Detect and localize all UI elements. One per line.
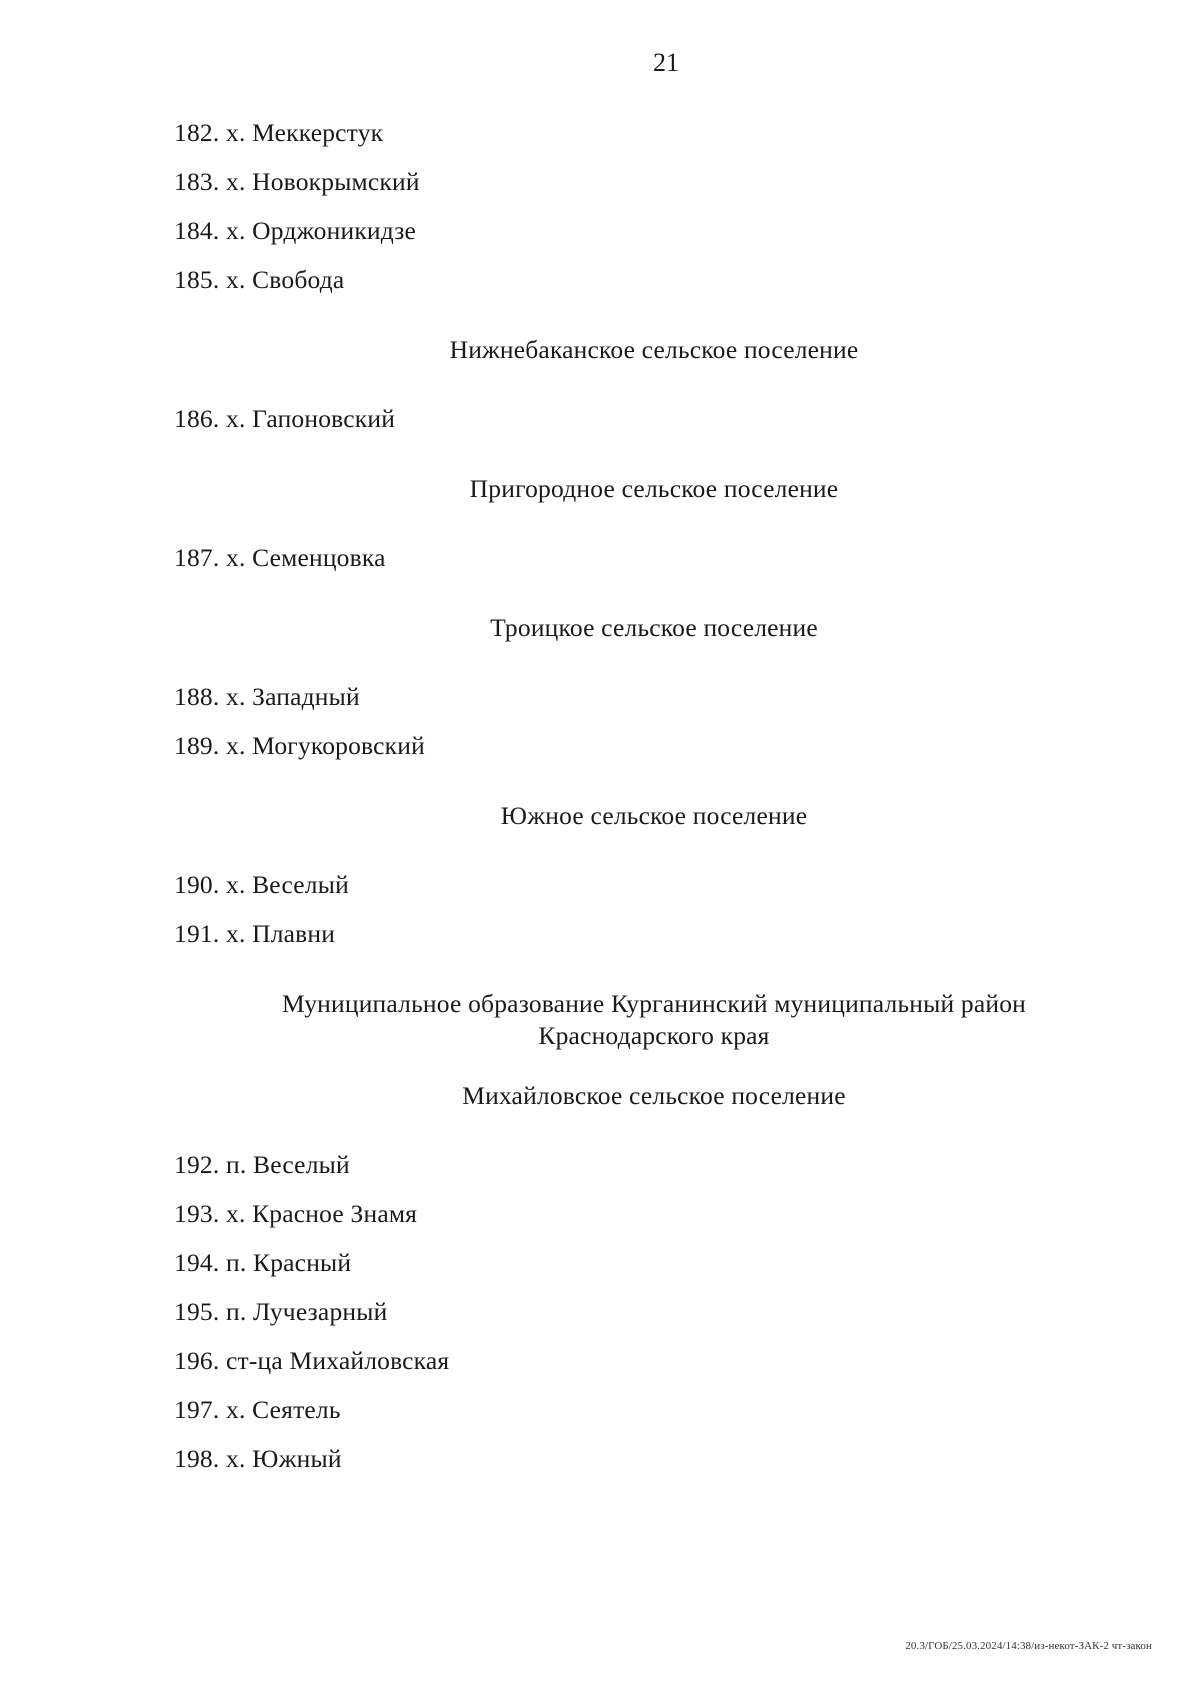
section-heading-line: Пригородное сельское поселение [469, 474, 839, 503]
section-heading [0, 1080, 1200, 1112]
list-item: 183. х. Новокрымский [174, 167, 420, 196]
section-heading-line: Нижнебаканское сельское поселение [449, 335, 859, 364]
document-registration-code: 20.3/ГОБ/25.03.2024/14:38/из-некот-ЗАК-2 чт-закон [905, 1640, 1152, 1652]
section-heading [0, 800, 1200, 832]
page-number: 21 [653, 48, 679, 77]
list-item: 189. х. Могукоровский [174, 731, 425, 760]
settlement-list [0, 533, 1200, 582]
list-item: 188. х. Западный [174, 682, 360, 711]
list-item: 190. х. Веселый [174, 870, 349, 899]
list-item: 185. х. Свобода [174, 265, 345, 294]
section-heading-line: Южное сельское поселение [500, 801, 808, 830]
list-item: 182. х. Меккерстук [174, 118, 384, 147]
list-item: 195. п. Лучезарный [174, 1297, 388, 1326]
list-item: 194. п. Красный [174, 1248, 352, 1277]
list-item: 197. х. Сеятель [174, 1395, 341, 1424]
list-item: 184. х. Орджоникидзе [174, 216, 417, 245]
section-heading [0, 473, 1200, 505]
list-item: 187. х. Семенцовка [174, 543, 386, 572]
settlement-list [0, 394, 1200, 443]
section-heading-line: Троицкое сельское поселение [490, 613, 818, 642]
district-heading [0, 988, 1200, 1052]
section-heading-line: Михайловское сельское поселение [462, 1081, 846, 1110]
settlement-list [0, 108, 1200, 304]
list-item: 198. х. Южный [174, 1444, 342, 1473]
section-heading [0, 612, 1200, 644]
district-heading-line: Краснодарского края [538, 1021, 770, 1050]
settlement-list [0, 672, 1200, 770]
list-item: 191. х. Плавни [174, 919, 336, 948]
list-item: 192. п. Веселый [174, 1150, 350, 1179]
list-item: 196. ст-ца Михайловская [174, 1346, 450, 1375]
district-heading-line: Муниципальное образование Курганинский муниципальный район [281, 989, 1026, 1018]
list-item: 186. х. Гапоновский [174, 404, 396, 433]
settlement-list [0, 860, 1200, 958]
document-body [0, 108, 1200, 1483]
section-heading [0, 334, 1200, 366]
settlement-list [0, 1140, 1200, 1483]
list-item: 193. х. Красное Знамя [174, 1199, 418, 1228]
